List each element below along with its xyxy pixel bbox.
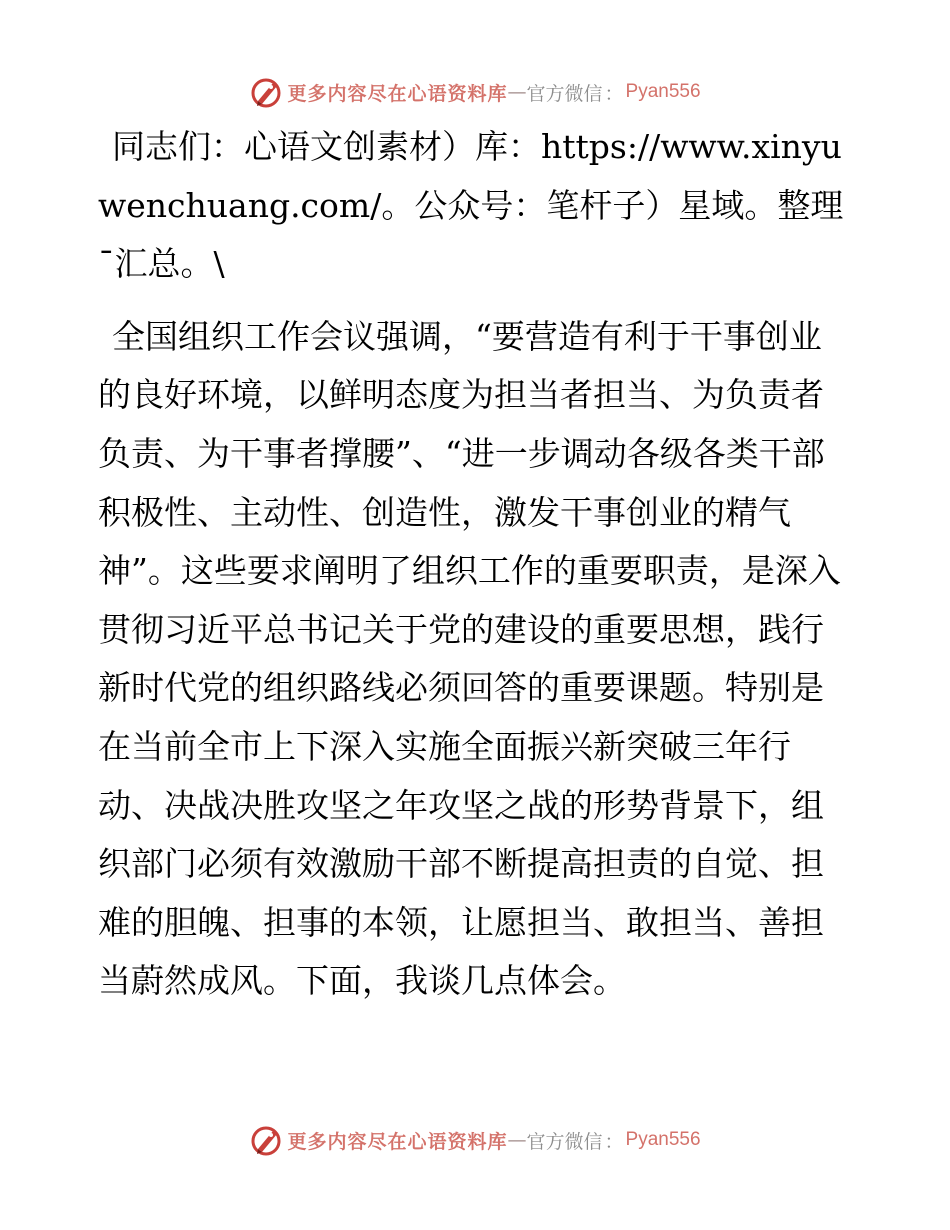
paragraph-main [98,308,850,1011]
watermark-brand-text: 更多内容尽在心语资料库 [287,82,508,105]
footer-watermark [0,1120,950,1160]
paragraph-intro [98,118,850,294]
pen-logo-icon [249,1123,283,1157]
document-body [98,118,850,1011]
watermark-wechat-id: Pyan556 [625,1129,701,1150]
paragraph-intro-text: 同志们：心语文创素材）库：https://www.xinyuwenchuang.com/。公众号：笔杆子）星域。整理¯汇总。\ [98,127,844,284]
watermark-separator: ： [604,1130,624,1153]
paragraph-main-text: 全国组织工作会议强调，“要营造有利于干事创业的良好环境，以鲜明态度为担当者担当、为负责者负责、为干事者撑腰”、“进一步调动各级各类干部积极性、主动性、创造性，激发干事创业的精气神”。这些要求阐明了组织工作的重要职责，是深入贯彻习近平总书记关于党的建设的重要思想，践行新时代党的组织路线必须回答的重要课题。特别是在当前全市上下深入实施全面振兴新突破三年行动、决战决胜攻坚之年攻坚之战的形势背景下，组织部门必须有效激励干部不断提高担责的自觉、担难的胆魄、担事的本领，让愿担当、敢担当、善担当蔚然成风。下面，我谈几点体会。 [98,316,841,1001]
watermark-dash: — [507,1129,527,1151]
header-watermark [0,72,950,112]
watermark-wechat-id: Pyan556 [625,81,701,102]
watermark-official-label: 官方微信 [526,1130,603,1153]
watermark-brand-text: 更多内容尽在心语资料库 [287,1130,508,1153]
watermark-official-label: 官方微信 [526,82,603,105]
watermark-separator: ： [604,82,624,105]
pen-logo-icon [249,75,283,109]
watermark-dash: — [507,81,527,103]
